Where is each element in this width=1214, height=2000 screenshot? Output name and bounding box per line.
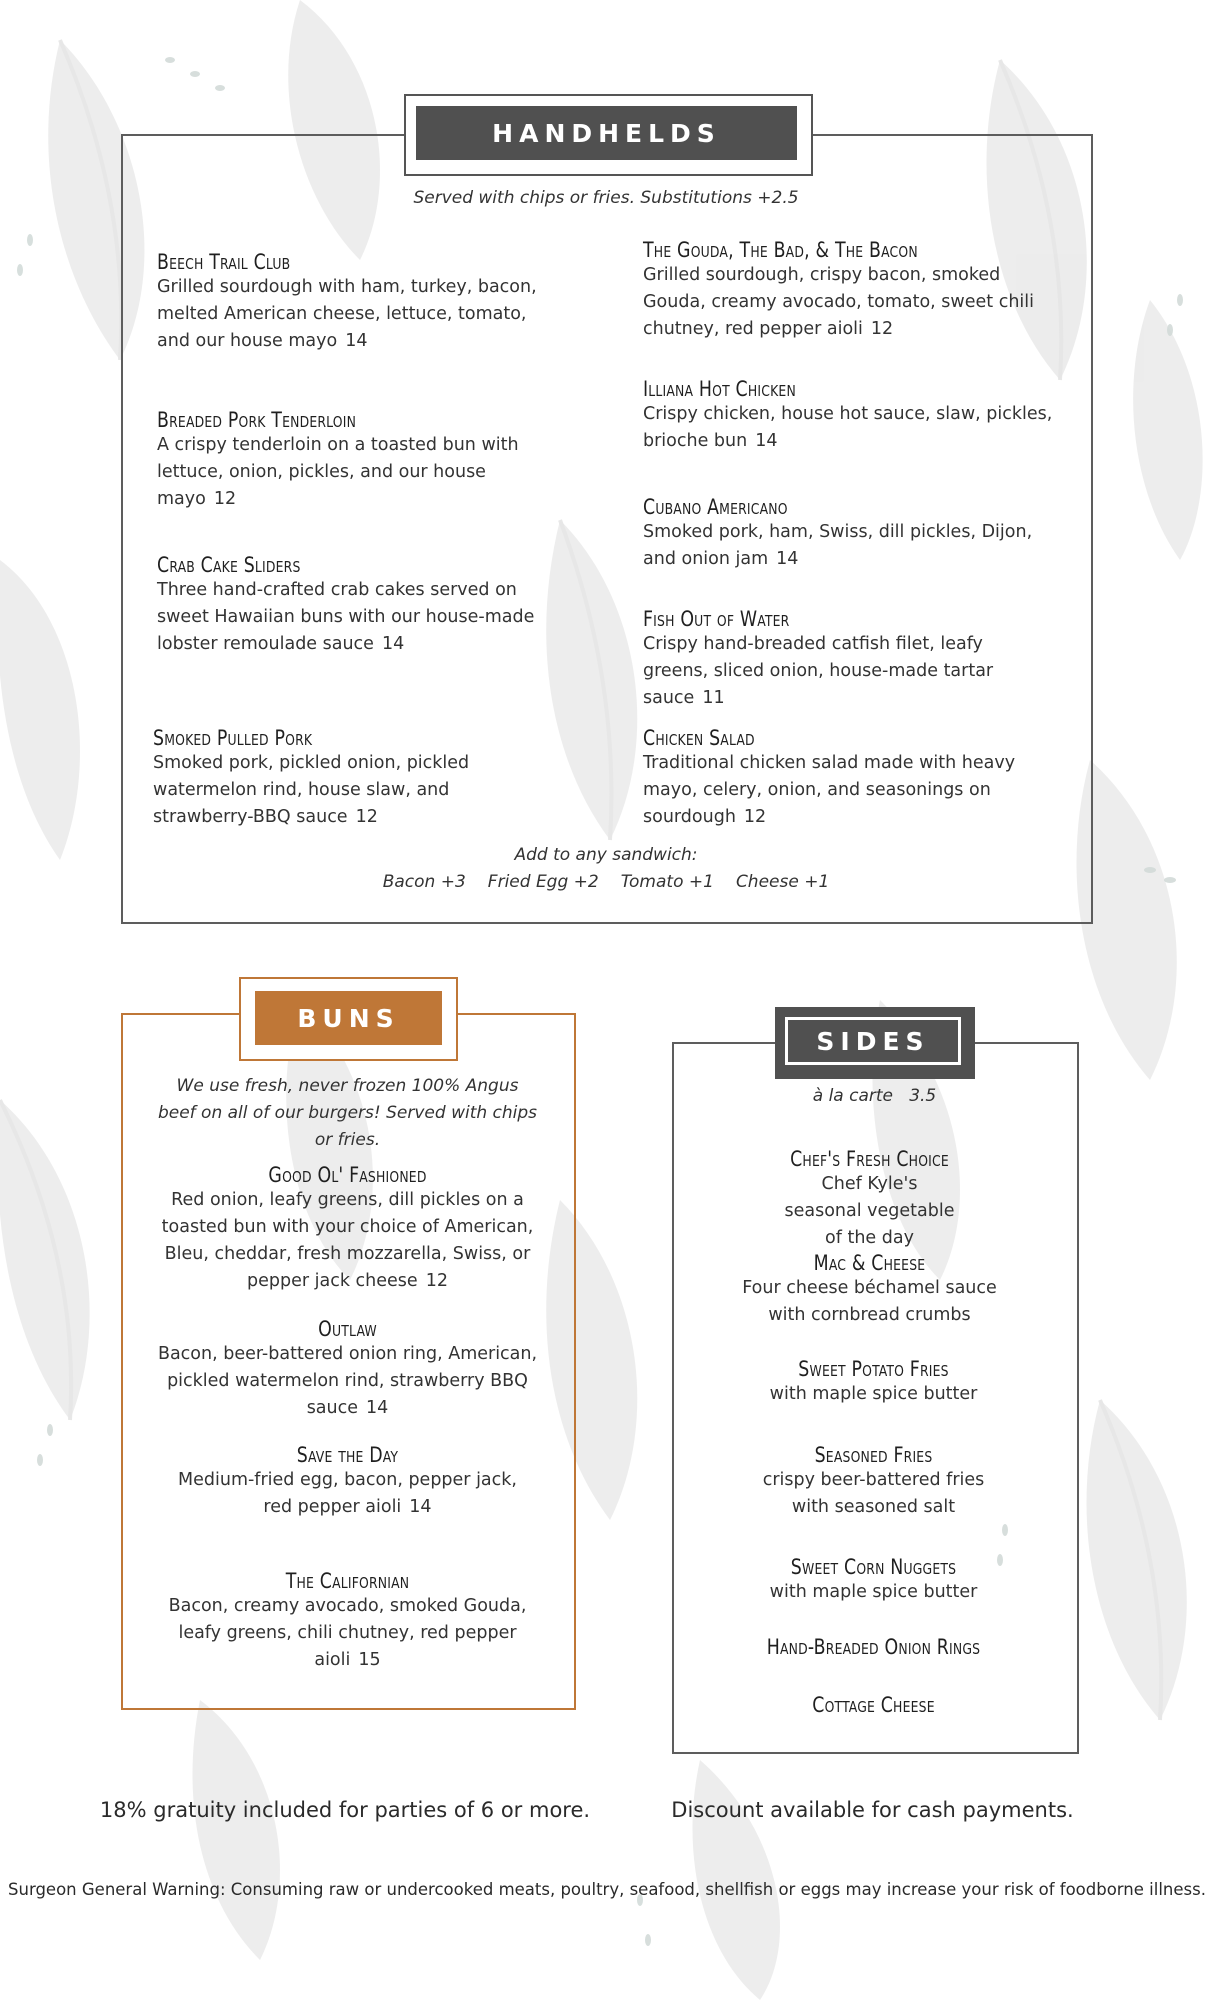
menu-item xyxy=(155,1569,540,1674)
item-name: Save the Day xyxy=(296,1443,399,1467)
item-name: Outlaw xyxy=(318,1317,377,1341)
item-name: Chef's Fresh Choice xyxy=(790,1147,949,1171)
item-price: 14 xyxy=(381,634,405,654)
sides-note: à la carte 3.5 xyxy=(812,1086,937,1106)
item-name: Illiana Hot Chicken xyxy=(643,377,796,401)
item-price: 12 xyxy=(355,807,378,827)
menu-item xyxy=(157,250,557,355)
menu-item xyxy=(140,1163,555,1295)
item-description: crispy beer-battered fries with seasoned salt xyxy=(762,1470,985,1517)
menu-item xyxy=(157,408,557,513)
item-description: Grilled sourdough with ham, turkey, bacon, melted American cheese, lettuce, tomato, and our house mayo 14 xyxy=(157,277,537,351)
menu-item xyxy=(140,1317,555,1422)
handhelds-header xyxy=(404,94,813,176)
item-price: 12 xyxy=(425,1271,448,1291)
item-description: Medium-fried egg, bacon, pepper jack, red pepper aioli 14 xyxy=(178,1470,517,1517)
item-description: Smoked pork, ham, Swiss, dill pickles, Dijon, and onion jam 14 xyxy=(643,522,1033,569)
item-price: 12 xyxy=(743,807,767,827)
gratuity-notice: 18% gratuity included for parties of 6 or more. xyxy=(99,1798,591,1822)
side-item xyxy=(722,1635,1025,1659)
menu-item xyxy=(643,726,1053,831)
item-name: Sweet Corn Nuggets xyxy=(790,1555,957,1579)
addon-bacon: Bacon +3 xyxy=(382,872,466,892)
discount-notice: Discount available for cash payments. xyxy=(671,1798,1074,1822)
item-description: Traditional chicken salad made with heavy mayo, celery, onion, and seasonings on sourdough 12 xyxy=(643,753,1016,827)
handhelds-title: HANDHELDS xyxy=(416,106,797,160)
handhelds-note: Served with chips or fries. Substitutions +2.5 xyxy=(413,188,799,208)
item-description: Red onion, leafy greens, dill pickles on a toasted bun with your choice of American, Bleu, cheddar, fresh mozzarella, Swiss, or pepper jack cheese 12 xyxy=(161,1190,534,1291)
menu-item xyxy=(643,377,1053,455)
item-name: Good Ol' Fashioned xyxy=(268,1163,427,1187)
addon-cheese: Cheese +1 xyxy=(735,872,830,892)
food-safety-warning: Surgeon General Warning: Consuming raw or undercooked meats, poultry, seafood, shellfish or eggs may increase your risk of foodborne illness. xyxy=(8,1880,1206,1899)
item-price: 12 xyxy=(213,489,237,509)
item-description: Crispy chicken, house hot sauce, slaw, pickles, brioche bun 14 xyxy=(643,404,1053,451)
item-name: Crab Cake Sliders xyxy=(157,553,301,577)
item-description: Smoked pork, pickled onion, pickled watermelon rind, house slaw, and strawberry-BBQ sauce 12 xyxy=(153,753,470,827)
item-description: Bacon, creamy avocado, smoked Gouda, leafy greens, chili chutney, red pepper aioli 15 xyxy=(168,1596,527,1670)
item-description: Three hand-crafted crab cakes served on sweet Hawaiian buns with our house-made lobster remoulade sauce 14 xyxy=(157,580,535,654)
item-name: Mac & Cheese xyxy=(813,1251,926,1275)
item-price: 15 xyxy=(358,1650,381,1670)
menu-item xyxy=(153,726,553,831)
menu-item xyxy=(157,553,557,658)
item-name: Smoked Pulled Pork xyxy=(153,726,313,750)
item-description: Grilled sourdough, crispy bacon, smoked Gouda, creamy avocado, tomato, sweet chili chutney, red pepper aioli 12 xyxy=(643,265,1034,339)
item-name: Sweet Potato Fries xyxy=(798,1357,949,1381)
buns-header xyxy=(239,977,458,1061)
item-name: Beech Trail Club xyxy=(157,250,291,274)
menu-item xyxy=(643,495,1053,573)
item-price: 14 xyxy=(755,431,778,451)
side-item xyxy=(722,1693,1025,1717)
addon-tomato: Tomato +1 xyxy=(620,872,714,892)
item-description: Bacon, beer-battered onion ring, American, pickled watermelon rind, strawberry BBQ sauce 14 xyxy=(157,1344,538,1418)
item-name: Seasoned Fries xyxy=(814,1443,933,1467)
buns-title: BUNS xyxy=(255,991,442,1045)
side-item xyxy=(722,1251,1017,1329)
item-price: 14 xyxy=(776,549,799,569)
item-name: The Gouda, The Bad, & The Bacon xyxy=(643,238,918,262)
sides-header xyxy=(775,1007,975,1079)
item-price: 14 xyxy=(345,331,368,351)
item-description: Crispy hand-breaded catfish filet, leafy greens, sliced onion, house-made tartar sauce 11 xyxy=(643,634,994,708)
side-item xyxy=(722,1555,1025,1606)
addon-fried-egg: Fried Egg +2 xyxy=(487,872,599,892)
item-description: Chef Kyle's seasonal vegetable of the day xyxy=(784,1174,955,1248)
item-price: 14 xyxy=(366,1398,389,1418)
item-description: with maple spice butter xyxy=(769,1384,978,1404)
item-description: A crispy tenderloin on a toasted bun with lettuce, onion, pickles, and our house mayo 12 xyxy=(157,435,519,509)
item-name: Chicken Salad xyxy=(643,726,755,750)
item-name: Fish Out of Water xyxy=(643,607,790,631)
item-name: The Californian xyxy=(285,1569,410,1593)
item-price: 14 xyxy=(409,1497,432,1517)
addons-label: Add to any sandwich: xyxy=(514,845,698,865)
item-price: 11 xyxy=(702,688,725,708)
side-item xyxy=(722,1147,1017,1252)
sides-title: SIDES xyxy=(785,1017,961,1065)
item-price: 12 xyxy=(870,319,894,339)
menu-item xyxy=(643,238,1053,343)
side-item xyxy=(722,1357,1025,1408)
item-description: with maple spice butter xyxy=(769,1582,978,1602)
item-name: Cubano Americano xyxy=(643,495,788,519)
menu-item xyxy=(643,607,1053,712)
item-description: Four cheese béchamel sauce with cornbread crumbs xyxy=(742,1278,997,1325)
item-name: Cottage Cheese xyxy=(812,1693,935,1717)
addons-list xyxy=(121,872,1091,892)
item-name: Hand-Breaded Onion Rings xyxy=(766,1635,981,1659)
side-item xyxy=(722,1443,1025,1521)
item-name: Breaded Pork Tenderloin xyxy=(157,408,357,432)
menu-item xyxy=(165,1443,530,1521)
buns-note: We use fresh, never frozen 100% Angus beef on all of our burgers! Served with chips or fries. xyxy=(157,1076,538,1150)
